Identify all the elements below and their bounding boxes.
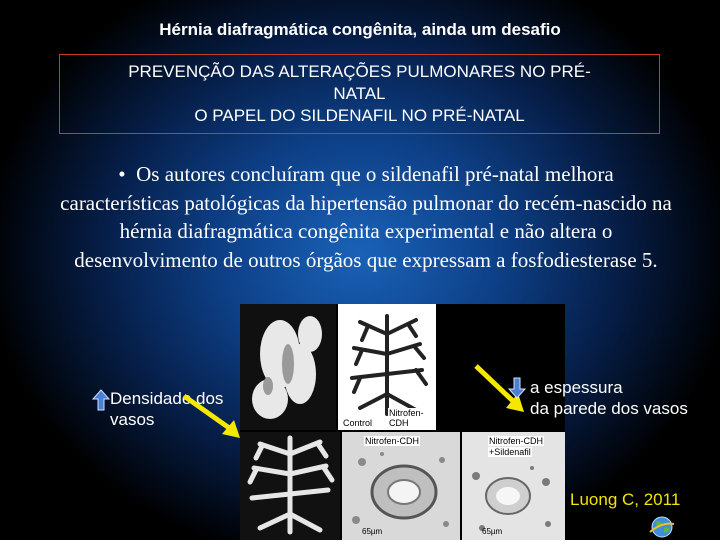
label-nitrofen-cdh-histology: Nitrofen-CDH — [365, 436, 420, 446]
scale-bar-left: 65µm — [362, 527, 383, 536]
arrow-up-icon — [92, 389, 110, 411]
vascular-cast-lower — [240, 432, 340, 540]
label-nitrofen-sildenafil-1: Nitrofen-CDH — [489, 436, 544, 446]
bullet-text: Os autores concluíram que o sildenafil pré-natal melhora características patológicas da hipertensão pulmonar do recém-nascido na hérnia diafragmática congênita experimental e não altera o desenvolvimento de outros órgãos que expressam a fosfodiesterase 5. — [60, 162, 672, 272]
left-note-line-2: vasos — [110, 410, 155, 429]
slide-title: Hérnia diafragmática congênita, ainda um desafio — [159, 20, 561, 39]
subtitle-box — [59, 54, 660, 134]
arrow-down-icon — [508, 377, 526, 399]
vascular-cast-panel — [338, 304, 436, 430]
right-note-line-2: da parede dos vasos — [530, 399, 688, 418]
bullet-paragraph — [60, 160, 672, 274]
bullet-marker: • — [118, 162, 126, 186]
scale-bar-right: 65µm — [482, 527, 503, 536]
right-note — [530, 377, 720, 419]
label-nitrofen-sildenafil-2: +Sildenafil — [489, 447, 531, 457]
citation: Luong C, 2011 — [570, 490, 681, 509]
yellow-arrow-icon — [180, 392, 246, 442]
histology-nitrofen-cdh — [342, 432, 460, 540]
label-control: Control — [343, 418, 373, 428]
right-note-line-1: a espessura — [530, 378, 623, 397]
lung-figure — [240, 304, 565, 540]
subtitle-line-2: NATAL — [333, 84, 386, 103]
left-note-line-1: Densidade dos — [110, 389, 224, 408]
label-nitrofen-cdh: Nitrofen-CDH — [388, 408, 436, 428]
subtitle-line-1: PREVENÇÃO DAS ALTERAÇÕES PULMONARES NO PRÉ- — [128, 62, 591, 81]
subtitle-line-3: O PAPEL DO SILDENAFIL NO PRÉ-NATAL — [194, 106, 525, 125]
globe-icon[interactable] — [648, 516, 676, 538]
histology-sildenafil — [462, 432, 565, 540]
